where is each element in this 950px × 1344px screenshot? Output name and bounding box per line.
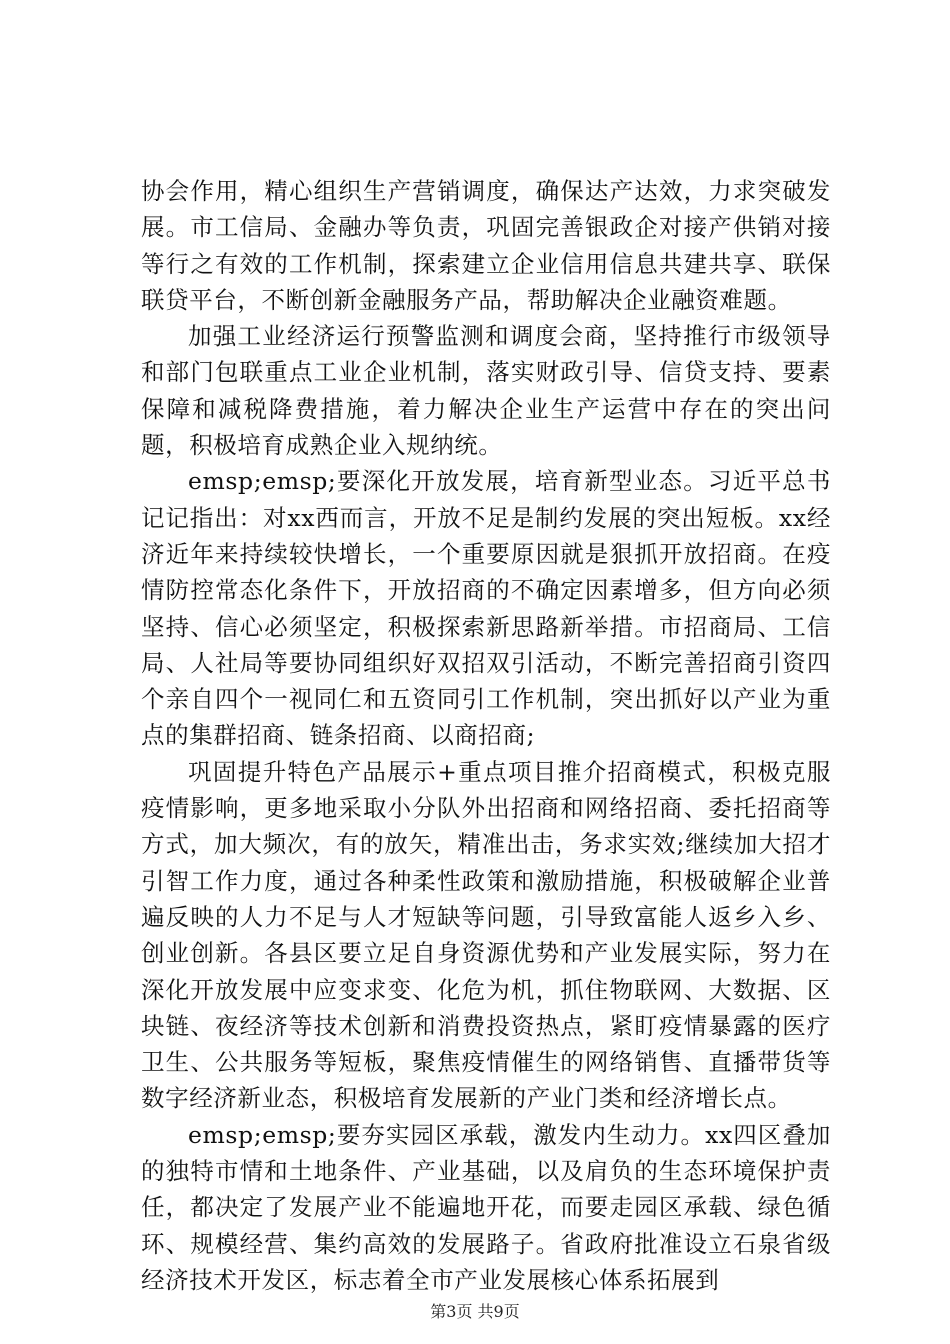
paragraph-1: 协会作用，精心组织生产营销调度，确保达产达效，力求突破发展。市工信局、金融办等负责，巩固完善银政企对接产供销对接等行之有效的工作机制，探索建立企业信用信息共建共享、联保联贷平台，不断创新金融服务产品，帮助解决企业融资难题。 (141, 177, 831, 314)
paragraph-5: emsp;emsp;要夯实园区承载，激发内生动力。xx四区叠加的独特市情和土地条件、产业基础，以及肩负的生态环境保护责任，都决定了发展产业不能遍地开花，而要走园区承载、绿色循环、规模经营、集约高效的发展路子。省政府批准设立石泉省级经济技术开发区，标志着全市产业发展核心体系拓展到 (141, 1120, 831, 1294)
paragraph-2: 加强工业经济运行预警监测和调度会商，坚持推行市级领导和部门包联重点工业企业机制，落实财政引导、信贷支持、要素保障和减税降费措施，着力解决企业生产运营中存在的突出问题，积极培育成熟企业入规纳统。 (141, 322, 831, 460)
paragraph-4: 巩固提升特色产品展示+重点项目推介招商模式，积极克服疫情影响，更多地采取小分队外出招商和网络招商、委托招商等方式，加大频次，有的放矢，精准出击，务求实效;继续加大招才引智工作力度，通过各种柔性政策和激励措施，积极破解企业普遍反映的人力不足与人才短缺等问题，引导致富能人返乡入乡、创业创新。各县区要立足自身资源优势和产业发展实际，努力在深化开放发展中应变求变、化危为机，抓住物联网、大数据、区块链、夜经济等技术创新和消费投资热点，紧盯疫情暴露的医疗卫生、公共服务等短板，聚焦疫情催生的网络销售、直播带货等数字经济新业态，积极培育发展新的产业门类和经济增长点。 (141, 757, 831, 1113)
document-body (141, 173, 831, 1298)
page-number-footer: 第3页 共9页 (430, 1302, 520, 1321)
paragraph-3: emsp;emsp;要深化开放发展，培育新型业态。习近平总书记记指出：对xx西而言，开放不足是制约发展的突出短板。xx经济近年来持续较快增长，一个重要原因就是狠抓开放招商。在疫情防控常态化条件下，开放招商的不确定因素增多，但方向必须坚持、信心必须坚定，积极探索新思路新举措。市招商局、工信局、人社局等要协同组织好双招双引活动，不断完善招商引资四个亲自四个一视同仁和五资同引工作机制，突出抓好以产业为重点的集群招商、链条招商、以商招商; (141, 467, 831, 750)
